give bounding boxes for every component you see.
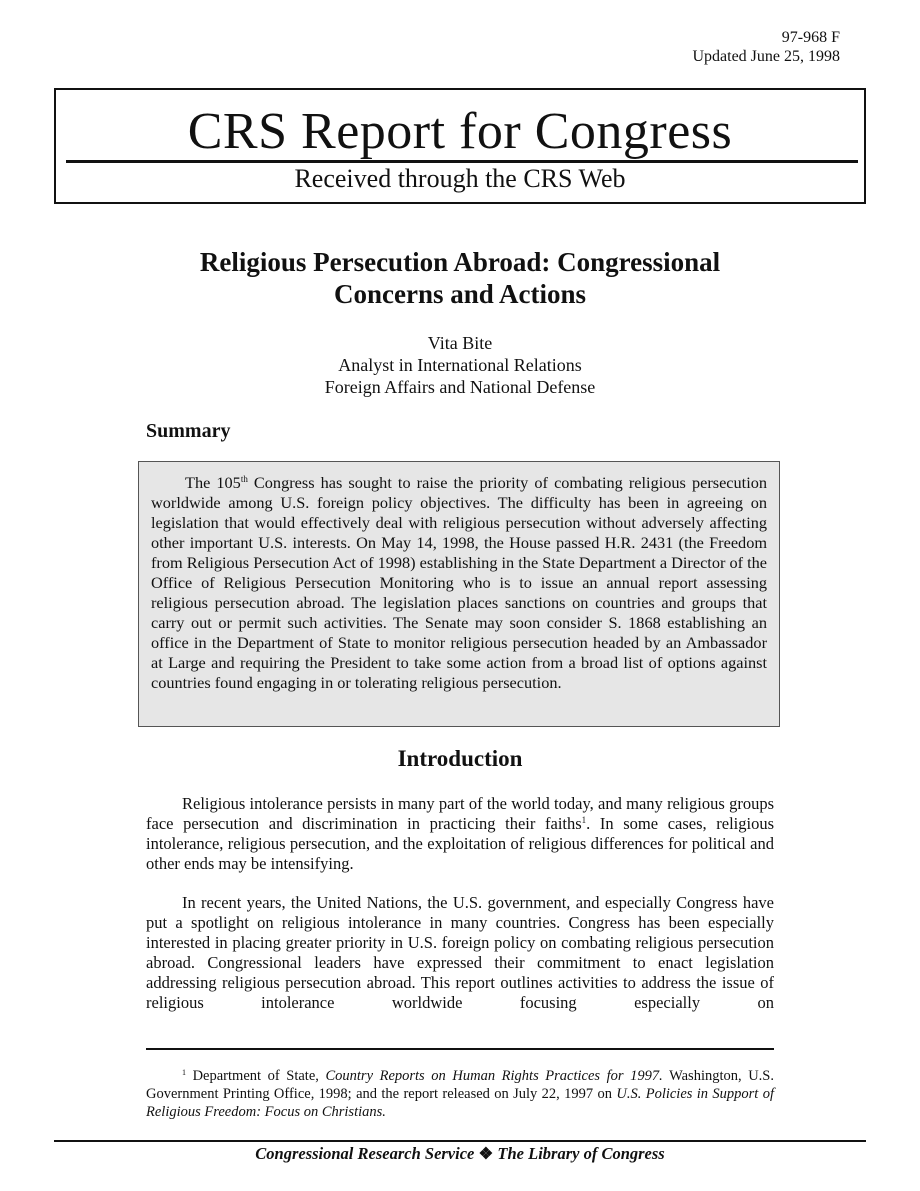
summary-text-body: Congress has sought to raise the priority of combating religious persecution worldwide among U.S. foreign policy objectives. The difficulty has been in agreeing on legislation that would effectively deal with religious persecution without adversely affecting other important U.S. interests. On May 14, 1998, the House passed H.R. 2431 (the Freedom from Religious Persecution Act of 1998) establishing in the State Department a Director of the Office of Religious Persecution Monitoring who is to issue an annual report assessing religious persecution abroad. The legislation places sanctions on countries and groups that carry out or permit such activities. The Senate may soon consider S. 1868 establishing an office in the Department of State to monitor religious persecution headed by an Ambassador at Large and requiring the President to take some action from a broad list of options against countries found engaging in or tolerating religious persecution. [151, 473, 767, 692]
banner-rule [66, 160, 858, 163]
summary-heading: Summary [146, 420, 231, 442]
author-block [146, 332, 774, 398]
intro-para1-after: . In some cases, religious intolerance, religious persecution, and the exploitation of religious differences for political and other ends may be intensifying. [146, 814, 774, 873]
intro-paragraph-1 [146, 794, 774, 874]
footnote [146, 1067, 774, 1121]
footer-crs: Congressional Research Service [255, 1144, 475, 1163]
document-title-line1: Religious Persecution Abroad: Congressional [199, 247, 721, 277]
report-meta [692, 28, 840, 66]
banner-subtitle: Received through the CRS Web [294, 164, 626, 193]
banner-title: CRS Report for Congress [187, 103, 733, 160]
footnote-citation-2: U.S. Policies in Support of Religious Freedom: Focus on Christians. [146, 1086, 774, 1120]
intro-paragraph-2: In recent years, the United Nations, the U.S. government, and especially Congress have put a spotlight on religious intolerance in many countries. Congress has been especially interested in placing greater priority in U.S. foreign policy on combating religious persecution abroad. Congressional leaders have expressed their commitment to enact legislation addressing religious persecution abroad. This report outlines activities to address the issue of religious intolerance worldwide focusing especially on [146, 893, 774, 1012]
crs-banner [54, 88, 866, 204]
footnote-ref[interactable]: 1 [581, 815, 587, 825]
footer-loc: The Library of Congress [497, 1144, 665, 1163]
footnote-marker: 1 [182, 1068, 186, 1077]
footnote-citation-1: Country Reports on Human Rights Practices for 1997. [325, 1068, 663, 1084]
page-footer [0, 1144, 920, 1164]
updated-date: Updated June 25, 1998 [692, 48, 840, 65]
document-title-line2: Concerns and Actions [333, 279, 587, 309]
introduction-heading: Introduction [397, 746, 523, 771]
report-number: 97-968 F [781, 29, 840, 46]
footnote-rule [146, 1048, 774, 1050]
author-name: Vita Bite [427, 333, 493, 353]
document-title [146, 246, 774, 310]
intro-para1-before: Religious intolerance persists in many part of the world today, and many religious groups face persecution and discrimination in practicing their faiths [146, 794, 774, 833]
footer-separator-icon: ❖ [478, 1144, 494, 1163]
footer-rule [54, 1140, 866, 1142]
summary-box [138, 461, 780, 727]
ordinal-suffix: th [240, 474, 248, 484]
footnote-text-a: Department of State, [186, 1068, 326, 1084]
summary-text [151, 473, 767, 693]
author-title: Analyst in International Relations [338, 355, 582, 375]
summary-text-prefix: The 105 [185, 473, 241, 492]
author-division: Foreign Affairs and National Defense [324, 377, 596, 397]
footnote-text-b: Washington, U.S. Government Printing Office, 1998; and the report released on July 22, 1997 on [146, 1068, 774, 1102]
